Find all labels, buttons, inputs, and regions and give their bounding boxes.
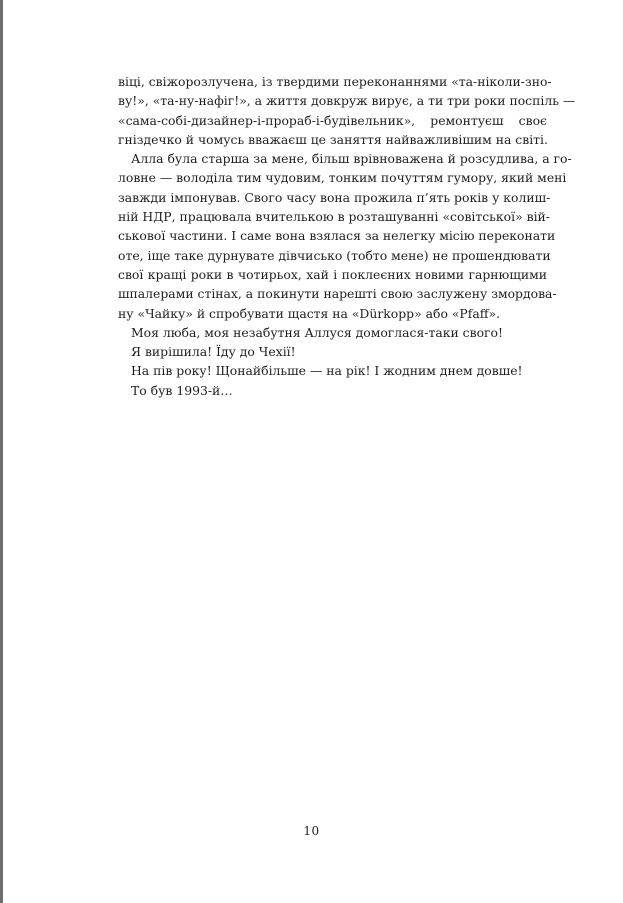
text-line: ну «Чайку» й спробувати щастя на «Dürkopp» або «Pfaff». bbox=[118, 305, 501, 321]
text-line: Моя люба, моя незабутня Аллуся домоглася-таки свого! bbox=[131, 324, 503, 340]
text-line: завжди імпонував. Свого часу вона прожила п’ять років у колиш- bbox=[118, 189, 551, 205]
text-line: То був 1993-й… bbox=[131, 382, 233, 398]
page-edge bbox=[0, 0, 3, 903]
text-line: Алла була старша за мене, більш врівноважена й розсудлива, а го- bbox=[131, 151, 572, 167]
text-line: ній НДР, працювала вчителькою в розташуванні «совітської» вій- bbox=[118, 209, 550, 225]
text-line: шпалерами стінах, а покинути нарешті свою заслужену змордова- bbox=[118, 286, 557, 302]
text-line: ловне — володіла тим чудовим, тонким почуттям гумору, який мені bbox=[118, 170, 567, 186]
text-line: віці, свіжорозлучена, із твердими переконаннями «та-ніколи-зно- bbox=[118, 74, 552, 89]
text-block bbox=[118, 72, 576, 400]
text-line: гніздечко й чомусь вважаєш це заняття найважливішим на світі. bbox=[118, 131, 548, 147]
text-line: На пів року! Щонайбільше — на рік! І жодним днем довше! bbox=[131, 363, 523, 379]
text-line: Я вирішила! Їду до Чехії! bbox=[131, 344, 296, 360]
text-line: свої кращі роки в чотирьох, хай і поклеєних новими гарнющими bbox=[118, 266, 547, 282]
page-number: 10 bbox=[303, 824, 320, 838]
text-line: «сама-собі-дизайнер-і-прораб-і-будівельник», ремонтуєш своє bbox=[118, 112, 547, 128]
text-line: ву!», «та-ну-нафіг!», а життя довкруж вирує, а ти три роки поспіль — bbox=[118, 93, 576, 109]
text-line: ськової частини. І саме вона взялася за нелегку місію переконати bbox=[118, 228, 556, 244]
text-line: оте, іще таке дурнувате дівчисько (тобто мене) не прошендювати bbox=[118, 247, 551, 263]
